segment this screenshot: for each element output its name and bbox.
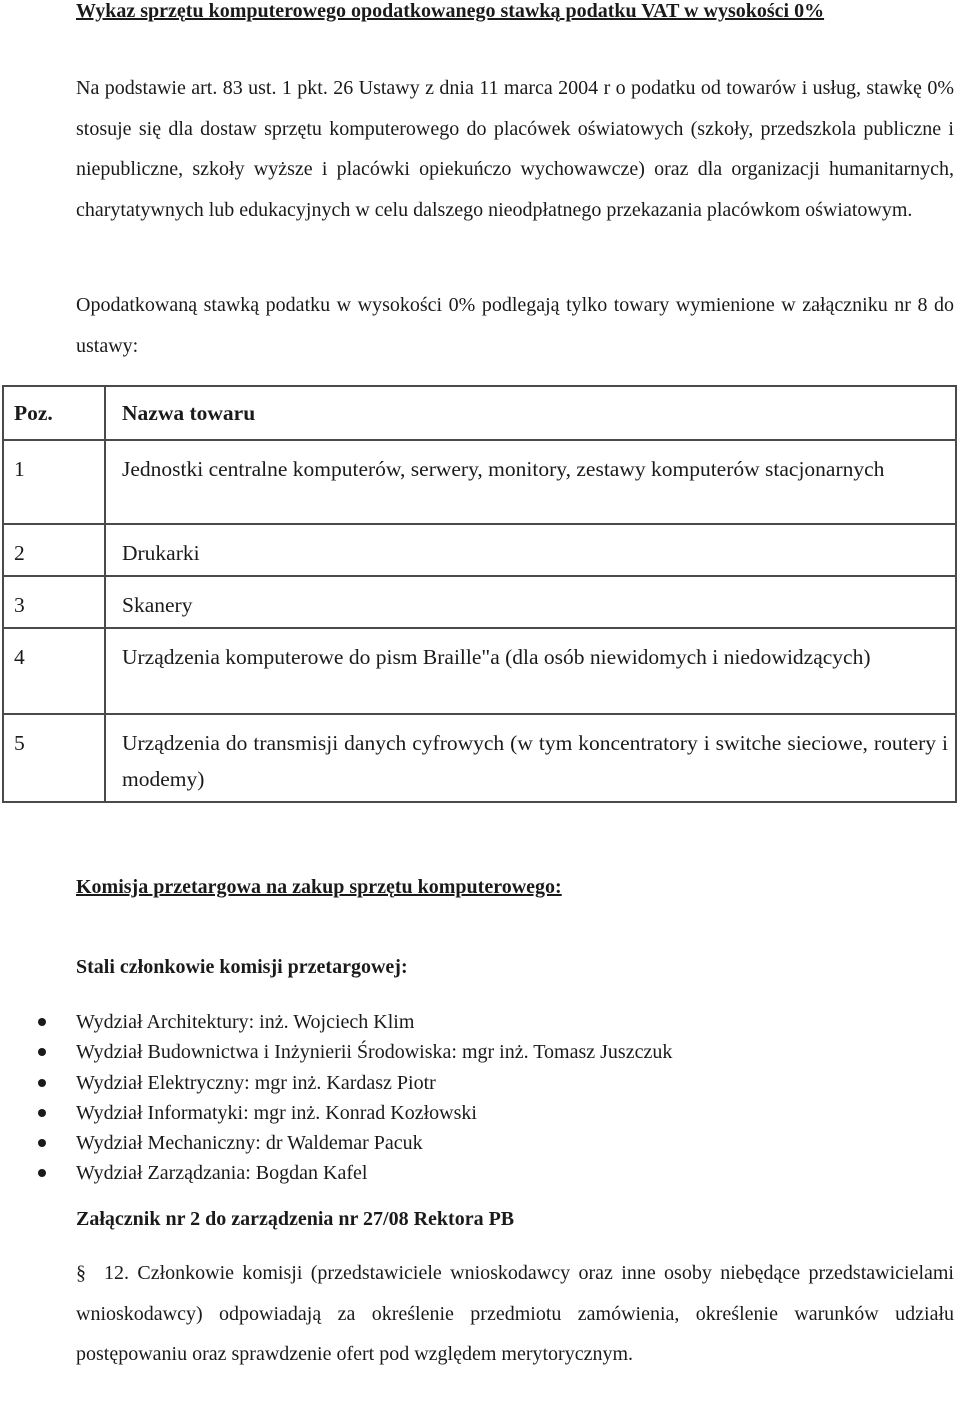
document-title: Wykaz sprzętu komputerowego opodatkowanego stawką podatku VAT w wysokości 0%: [76, 0, 825, 22]
list-item: [76, 1068, 672, 1098]
legal-basis-paragraph: Na podstawie art. 83 ust. 1 pkt. 26 Ustawy z dnia 11 marca 2004 r o podatku od towarów i usług, stawkę 0% stosuje się dla dostaw sprzętu komputerowego do placówek oświatowych (szkoły, przedszkola publiczne i niepubliczne, szkoły wyższe i placówki opiekuńczo wychowawcze) oraz dla organizacji humanitarnych, charytatywnych lub edukacyjnych w celu dalszego nieodpłatnego przekazania placówkom oświatowym.: [76, 77, 954, 221]
row-number-cell: [3, 440, 105, 524]
member-text: Wydział Mechaniczny: dr Waldemar Pacuk: [76, 1132, 423, 1155]
member-text: Wydział Zarządzania: Bogdan Kafel: [76, 1162, 368, 1185]
table-row: [3, 576, 956, 628]
bullet-icon: [38, 1109, 46, 1117]
bullet-icon: [38, 1139, 46, 1147]
member-text: Wydział Informatyki: mgr inż. Konrad Kozłowski: [76, 1101, 477, 1124]
committee-members-list: [76, 1007, 672, 1189]
row-name: Drukarki: [122, 541, 200, 565]
column-header-name: Nazwa towaru: [105, 386, 956, 440]
row-number-cell: [3, 576, 105, 628]
table-row: [3, 440, 956, 524]
annex-paragraph-block: [76, 1253, 954, 1375]
row-number: 2: [14, 541, 25, 565]
annex-title: Załącznik nr 2 do zarządzenia nr 27/08 Rektora PB: [76, 1208, 515, 1230]
row-name-cell: [105, 576, 956, 628]
list-item: [76, 1007, 672, 1037]
member-text: Wydział Architektury: inż. Wojciech Klim: [76, 1011, 415, 1033]
row-number: 3: [14, 593, 25, 617]
goods-table: [2, 385, 957, 803]
member-text: Wydział Elektryczny: mgr inż. Kardasz Piotr: [76, 1071, 436, 1094]
row-number-cell: [3, 628, 105, 714]
row-name-cell: [105, 628, 956, 714]
table-row: [3, 628, 956, 714]
annex-paragraph: 12. Członkowie komisji (przedstawiciele wnioskodawcy oraz inne osoby niebędące przedstawicielami wnioskodawcy) odpowiadają za określenie przedmiotu zamówienia, określenie warunków udziału postępowaniu oraz sprawdzenie ofert pod względem merytorycznym.: [76, 1262, 954, 1365]
table-row: [3, 524, 956, 576]
section-sign: §: [76, 1262, 86, 1284]
row-name: Urządzenia do transmisji danych cyfrowych (w tym koncentratory i switche sieciowe, routery i modemy): [122, 731, 948, 791]
row-name-cell: [105, 714, 956, 802]
bullet-icon: [38, 1079, 46, 1087]
table-header-row: [3, 386, 956, 440]
committee-title: Komisja przetargowa na zakup sprzętu komputerowego:: [76, 876, 562, 898]
list-item: [76, 1158, 672, 1188]
row-number: 5: [14, 731, 25, 755]
row-number: 1: [14, 457, 25, 481]
list-item: [76, 1037, 672, 1067]
bullet-icon: [38, 1169, 46, 1177]
table-row: [3, 714, 956, 802]
member-text: Wydział Budownictwa i Inżynierii Środowiska: mgr inż. Tomasz Juszczuk: [76, 1041, 673, 1064]
committee-subtitle: Stali członkowie komisji przetargowej:: [76, 956, 408, 978]
row-number: 4: [14, 645, 25, 669]
row-name-cell: [105, 440, 956, 524]
bullet-icon: [38, 1048, 46, 1056]
bullet-icon: [38, 1018, 46, 1026]
column-header-position: Poz.: [3, 386, 105, 440]
tax-rate-paragraph: Opodatkowaną stawką podatku w wysokości 0% podlegają tylko towary wymienione w załączniku nr 8 do ustawy:: [76, 294, 954, 357]
row-name: Skanery: [122, 593, 193, 617]
row-name-cell: [105, 524, 956, 576]
row-number-cell: [3, 714, 105, 802]
list-item: [76, 1098, 672, 1128]
row-name: Jednostki centralne komputerów, serwery, monitory, zestawy komputerów stacjonarnych: [122, 457, 885, 481]
list-item: [76, 1128, 672, 1158]
row-number-cell: [3, 524, 105, 576]
row-name: Urządzenia komputerowe do pism Braille"a (dla osób niewidomych i niedowidzących): [122, 645, 871, 669]
